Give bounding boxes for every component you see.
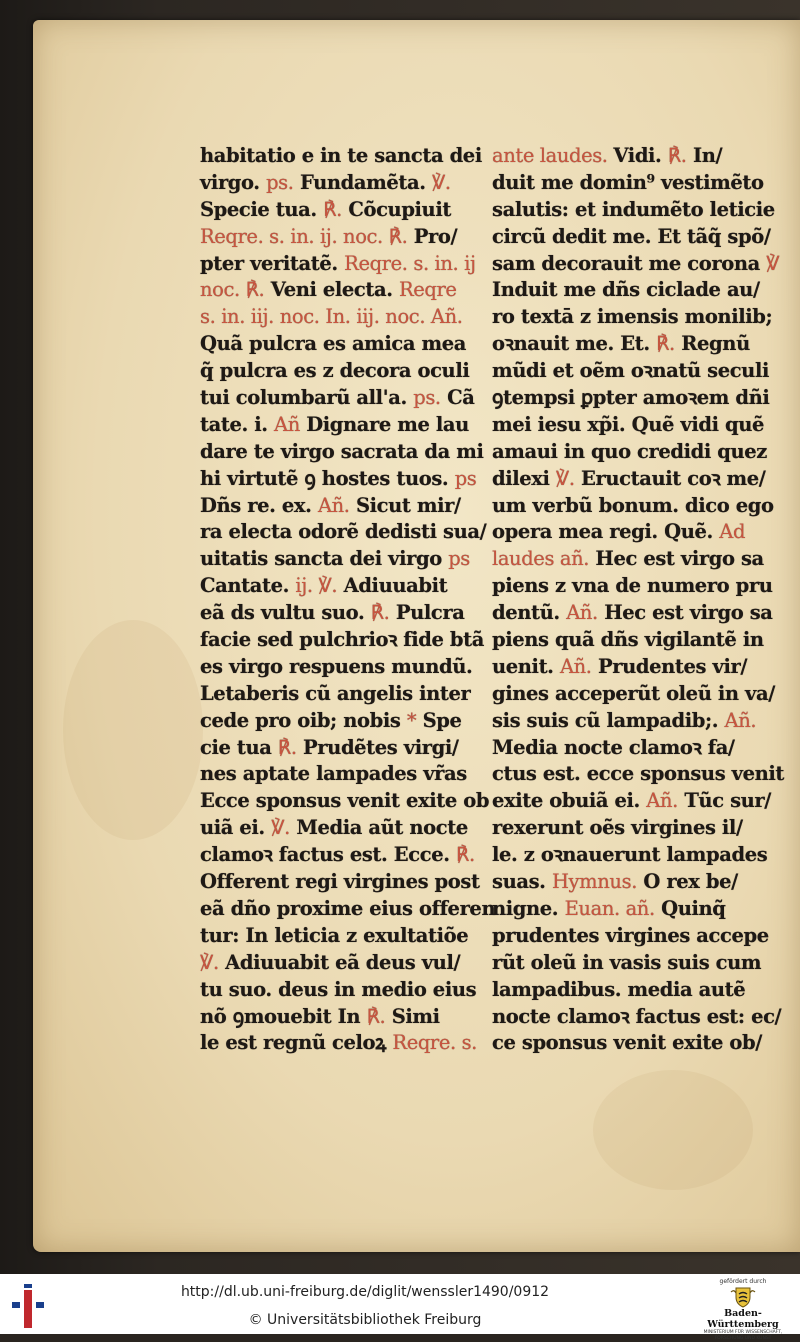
body-text: circũ dedit me. Et tãq̃ spõ/: [492, 224, 771, 248]
text-line: [200, 385, 490, 412]
body-text: amaui in quo credidi quez: [492, 439, 767, 463]
body-text: Pulcra: [389, 601, 465, 625]
body-text: habitatio e in te sancta dei: [200, 144, 482, 167]
body-text: Veni electa.: [264, 278, 399, 302]
text-line: [492, 1030, 772, 1057]
text-line: [492, 815, 772, 842]
text-line: [492, 761, 784, 788]
text-line: [492, 923, 772, 950]
body-text: Media aũt nocte: [289, 816, 468, 840]
body-text: Media nocte clamoꝛ fa/: [492, 735, 735, 759]
text-line: [200, 493, 490, 520]
body-text: tu suo. deus in medio eius: [200, 977, 477, 1001]
text-line: [200, 439, 490, 466]
rubric-text: ℣.: [555, 466, 575, 490]
text-line: [492, 950, 772, 977]
body-text: mũdi et oẽm oꝛnatũ seculi: [492, 359, 769, 383]
text-column-left: [200, 143, 496, 1057]
body-text: Simi: [385, 1004, 440, 1028]
rubric-text: ℟.: [456, 843, 475, 867]
text-line: [200, 197, 490, 224]
text-line: [492, 439, 772, 466]
body-text: Prudẽtes virgi/: [296, 735, 459, 759]
body-text: cie tua: [200, 735, 278, 759]
text-line: [492, 385, 772, 412]
rubric-text: ps: [454, 466, 477, 490]
text-line: [200, 761, 490, 788]
text-line: [200, 546, 490, 573]
text-line: [492, 224, 772, 251]
text-line: [492, 1004, 782, 1031]
body-text: ctus est. ecce sponsus venit: [492, 762, 784, 786]
body-text: sam decorauit me corona: [492, 251, 767, 275]
body-text: Quinq̃: [654, 896, 726, 920]
body-text: Hec est virgo sa: [597, 601, 773, 625]
rubric-text: ℟.: [656, 332, 675, 356]
text-line: [492, 197, 775, 224]
rubric-text: ℟.: [667, 144, 687, 167]
body-text: Induit me dñs ciclade au/: [492, 278, 760, 302]
body-text: gines acceperũt oleũ in va/: [492, 681, 775, 705]
paper-stain: [63, 620, 203, 840]
rubric-text: Euan. añ.: [564, 896, 655, 920]
text-line: [492, 788, 772, 815]
text-line: [200, 1004, 490, 1031]
text-line: [200, 170, 490, 197]
text-line: [492, 977, 772, 1004]
text-line: [492, 466, 772, 493]
rubric-text: ℣: [766, 251, 780, 275]
text-line: [200, 412, 490, 439]
text-line: [492, 654, 772, 681]
body-text: eã dño proxime eius offeren: [200, 896, 496, 920]
rubric-text: Reqre: [398, 278, 457, 302]
rubric-text: Añ.: [559, 654, 592, 678]
body-text: ce sponsus venit exite ob/: [492, 1031, 762, 1055]
body-text: rũt oleũ in vasis suis cum: [492, 950, 762, 974]
body-text: Ecce sponsus venit exite ob: [200, 789, 490, 813]
body-text: Eructauit coꝛ me/: [574, 466, 766, 490]
body-text: uenit.: [492, 654, 560, 678]
body-text: Dñs re. ex.: [200, 493, 318, 517]
text-line: [200, 277, 490, 304]
body-text: es virgo respuens mundũ.: [200, 654, 473, 678]
body-text: Regnũ: [674, 332, 750, 356]
text-line: [492, 358, 772, 385]
body-text: dare te virgo sacrata da mi: [200, 439, 484, 463]
text-line: [492, 331, 772, 358]
body-text: tur: In leticia z exultatiõe: [200, 923, 469, 947]
text-line: [492, 708, 772, 735]
body-text: ꝯtempsi ꝑpter amoꝛem dñi: [492, 386, 770, 410]
body-text: uitatis sancta dei virgo: [200, 547, 449, 571]
text-line: [492, 546, 772, 573]
body-text: Spe: [416, 708, 462, 732]
body-text: nes aptate lampades vr̃as: [200, 762, 467, 786]
body-text: sis suis cũ lampadib;.: [492, 708, 725, 732]
rubric-text: ℟.: [370, 601, 390, 625]
rubric-text: Hymnus.: [551, 870, 637, 894]
sponsor-caption: gefördert durch: [719, 1278, 767, 1285]
text-line: [492, 600, 772, 627]
text-line: [200, 869, 490, 896]
body-text: dilexi: [492, 466, 556, 490]
text-line: [492, 896, 772, 923]
body-text: le. z oꝛnauerunt lampades: [492, 843, 768, 867]
text-line: [200, 331, 490, 358]
body-text: Adiuuabit: [337, 574, 448, 598]
body-text: mei iesu xp̃i. Quẽ vidi quẽ: [492, 412, 764, 436]
rubric-text: ps.: [413, 386, 441, 410]
text-line: [492, 869, 772, 896]
text-line: [200, 708, 490, 735]
body-text: Cõcupiuit: [341, 197, 451, 221]
rubric-text: Ad: [719, 520, 746, 544]
copyright-notice: © Universitätsbibliothek Freiburg: [248, 1312, 482, 1328]
rubric-text: Añ.: [317, 493, 350, 517]
body-text: uiã ei.: [200, 816, 272, 840]
body-text: Fundamẽta.: [293, 170, 432, 194]
text-line: [492, 573, 772, 600]
body-text: Dignare me lau: [299, 412, 469, 436]
body-text: eã ds vultu suo.: [200, 601, 371, 625]
text-line: [200, 224, 490, 251]
text-line: [200, 627, 490, 654]
body-text: Prudentes vir/: [591, 654, 748, 678]
rubric-text: laudes añ.: [492, 547, 590, 571]
text-line: [492, 304, 772, 331]
body-text: suas.: [492, 870, 552, 894]
body-text: piens z vna de numero pru: [492, 574, 773, 598]
sponsor-ministry: MINISTERIUM FÜR WISSENSCHAFT, FORSCHUNG UND KUNST: [703, 1330, 783, 1341]
text-line: [492, 681, 775, 708]
rubric-text: Añ.: [646, 789, 678, 813]
body-text: Cã: [440, 386, 475, 410]
text-line: [492, 143, 772, 170]
text-line: [492, 277, 772, 304]
viewer-footer: [0, 1274, 800, 1341]
text-line: [492, 412, 772, 439]
text-line: [200, 573, 490, 600]
text-line: [492, 842, 772, 869]
text-line: [492, 735, 772, 762]
body-text: facie sed pulchrioꝛ fide btã: [200, 628, 485, 652]
rubric-text: *: [406, 708, 417, 732]
text-line: [492, 251, 780, 278]
text-line: [200, 143, 490, 170]
text-line: [200, 735, 490, 762]
rubric-text: ps.: [266, 170, 294, 194]
body-text: pter veritatẽ.: [200, 251, 345, 275]
text-line: [200, 923, 490, 950]
body-text: Vidi.: [613, 144, 668, 167]
text-line: [200, 251, 490, 278]
sponsor-name: Baden-Württemberg: [707, 1308, 779, 1330]
rubric-text: noc. ℟.: [200, 278, 265, 302]
body-text: ro textā z imensis monilib;: [492, 305, 773, 329]
body-text: oꝛnauit me. Et.: [492, 332, 657, 356]
text-line: [492, 493, 772, 520]
body-text: exite obuiã ei.: [492, 789, 647, 813]
text-line: [200, 600, 490, 627]
rubric-text: ij. ℣.: [295, 574, 338, 598]
text-line: [492, 519, 772, 546]
body-text: prudentes virgines accepe: [492, 923, 769, 947]
rubric-text: ℣.: [431, 170, 451, 194]
body-text: tui columbarũ all'a.: [200, 386, 414, 410]
text-line: [492, 627, 772, 654]
rubric-text: s. in. iij. noc. In. iij. noc. Añ.: [200, 305, 463, 329]
text-line: [200, 681, 490, 708]
body-text: rexerunt oẽs virgines il/: [492, 816, 743, 840]
body-text: Adiuuabit eã deus vul/: [218, 950, 461, 974]
body-text: opera mea regi. Quẽ.: [492, 520, 720, 544]
rubric-text: ℣.: [200, 950, 219, 974]
rubric-text: ℟.: [323, 197, 342, 221]
body-text: Offerent regi virgines post: [200, 870, 480, 894]
text-line: [200, 896, 496, 923]
text-line: [200, 842, 490, 869]
text-column-right: [492, 143, 784, 1057]
body-text: lampadibus. media autẽ: [492, 977, 746, 1001]
body-text: Letaberis cũ angelis inter: [200, 681, 471, 705]
paper-stain: [593, 1070, 753, 1190]
body-text: ra electa odorẽ dedisti sua/: [200, 520, 487, 544]
body-text: Hec est virgo sa: [589, 547, 764, 571]
body-text: Tũc sur/: [677, 789, 772, 813]
baden-wuerttemberg-coat-of-arms-icon: [730, 1286, 756, 1308]
text-line: [200, 950, 490, 977]
body-text: nigne.: [492, 896, 565, 920]
body-text: clamoꝛ factus est. Ecce.: [200, 843, 456, 867]
body-text: virgo.: [200, 170, 267, 194]
body-text: In/: [686, 144, 723, 167]
text-line: [200, 654, 490, 681]
body-text: piens quã dñs vigilantẽ in: [492, 628, 764, 652]
rubric-text: ℟.: [277, 735, 297, 759]
rubric-text: Reqre. s. in. ij: [344, 251, 476, 275]
body-text: Pro/: [407, 224, 458, 248]
body-text: nocte clamoꝛ factus est: ec/: [492, 1004, 782, 1028]
rubric-text: Añ.: [566, 601, 598, 625]
body-text: Cantate.: [200, 574, 296, 598]
rubric-text: Reqre. s.: [392, 1031, 477, 1055]
rubric-text: ante laudes.: [492, 144, 614, 167]
body-text: duit me domin⁹ vestimẽto: [492, 170, 764, 194]
body-text: salutis: et indumẽto leticie: [492, 197, 775, 221]
text-line: [200, 815, 490, 842]
body-text: Specie tua.: [200, 197, 324, 221]
text-line: [200, 519, 490, 546]
rubric-text: ps: [448, 547, 470, 571]
body-text: O rex be/: [637, 870, 738, 894]
sponsor-block: [690, 1278, 796, 1341]
text-line: [200, 1030, 490, 1057]
text-line: [200, 466, 490, 493]
body-text: Sicut mir/: [349, 493, 461, 517]
page-url[interactable]: http://dl.ub.uni-freiburg.de/diglit/wenssler1490/0912: [180, 1284, 550, 1300]
rubric-text: Añ.: [724, 708, 757, 732]
body-text: hi virtutẽ ꝯ hostes tuos.: [200, 466, 455, 490]
body-text: Quã pulcra es amica mea: [200, 332, 466, 356]
body-text: q̃ pulcra es z decora oculi: [200, 359, 470, 383]
body-text: nõ ꝯmouebit In: [200, 1004, 367, 1028]
rubric-text: Reqre. s. in. ij. noc. ℟.: [200, 224, 408, 248]
text-line: [200, 304, 490, 331]
rubric-text: Añ: [274, 412, 300, 436]
rubric-text: ℟.: [366, 1004, 386, 1028]
rubric-text: ℣.: [271, 816, 290, 840]
text-line: [200, 358, 490, 385]
body-text: um verbũ bonum. dico ego: [492, 493, 774, 517]
body-text: tate. i.: [200, 412, 275, 436]
text-line: [200, 977, 490, 1004]
text-line: [200, 788, 490, 815]
text-line: [492, 170, 772, 197]
body-text: cede pro oib; nobis: [200, 708, 407, 732]
body-text: dentũ.: [492, 601, 567, 625]
body-text: le est regnũ celoꝝ: [200, 1031, 393, 1055]
